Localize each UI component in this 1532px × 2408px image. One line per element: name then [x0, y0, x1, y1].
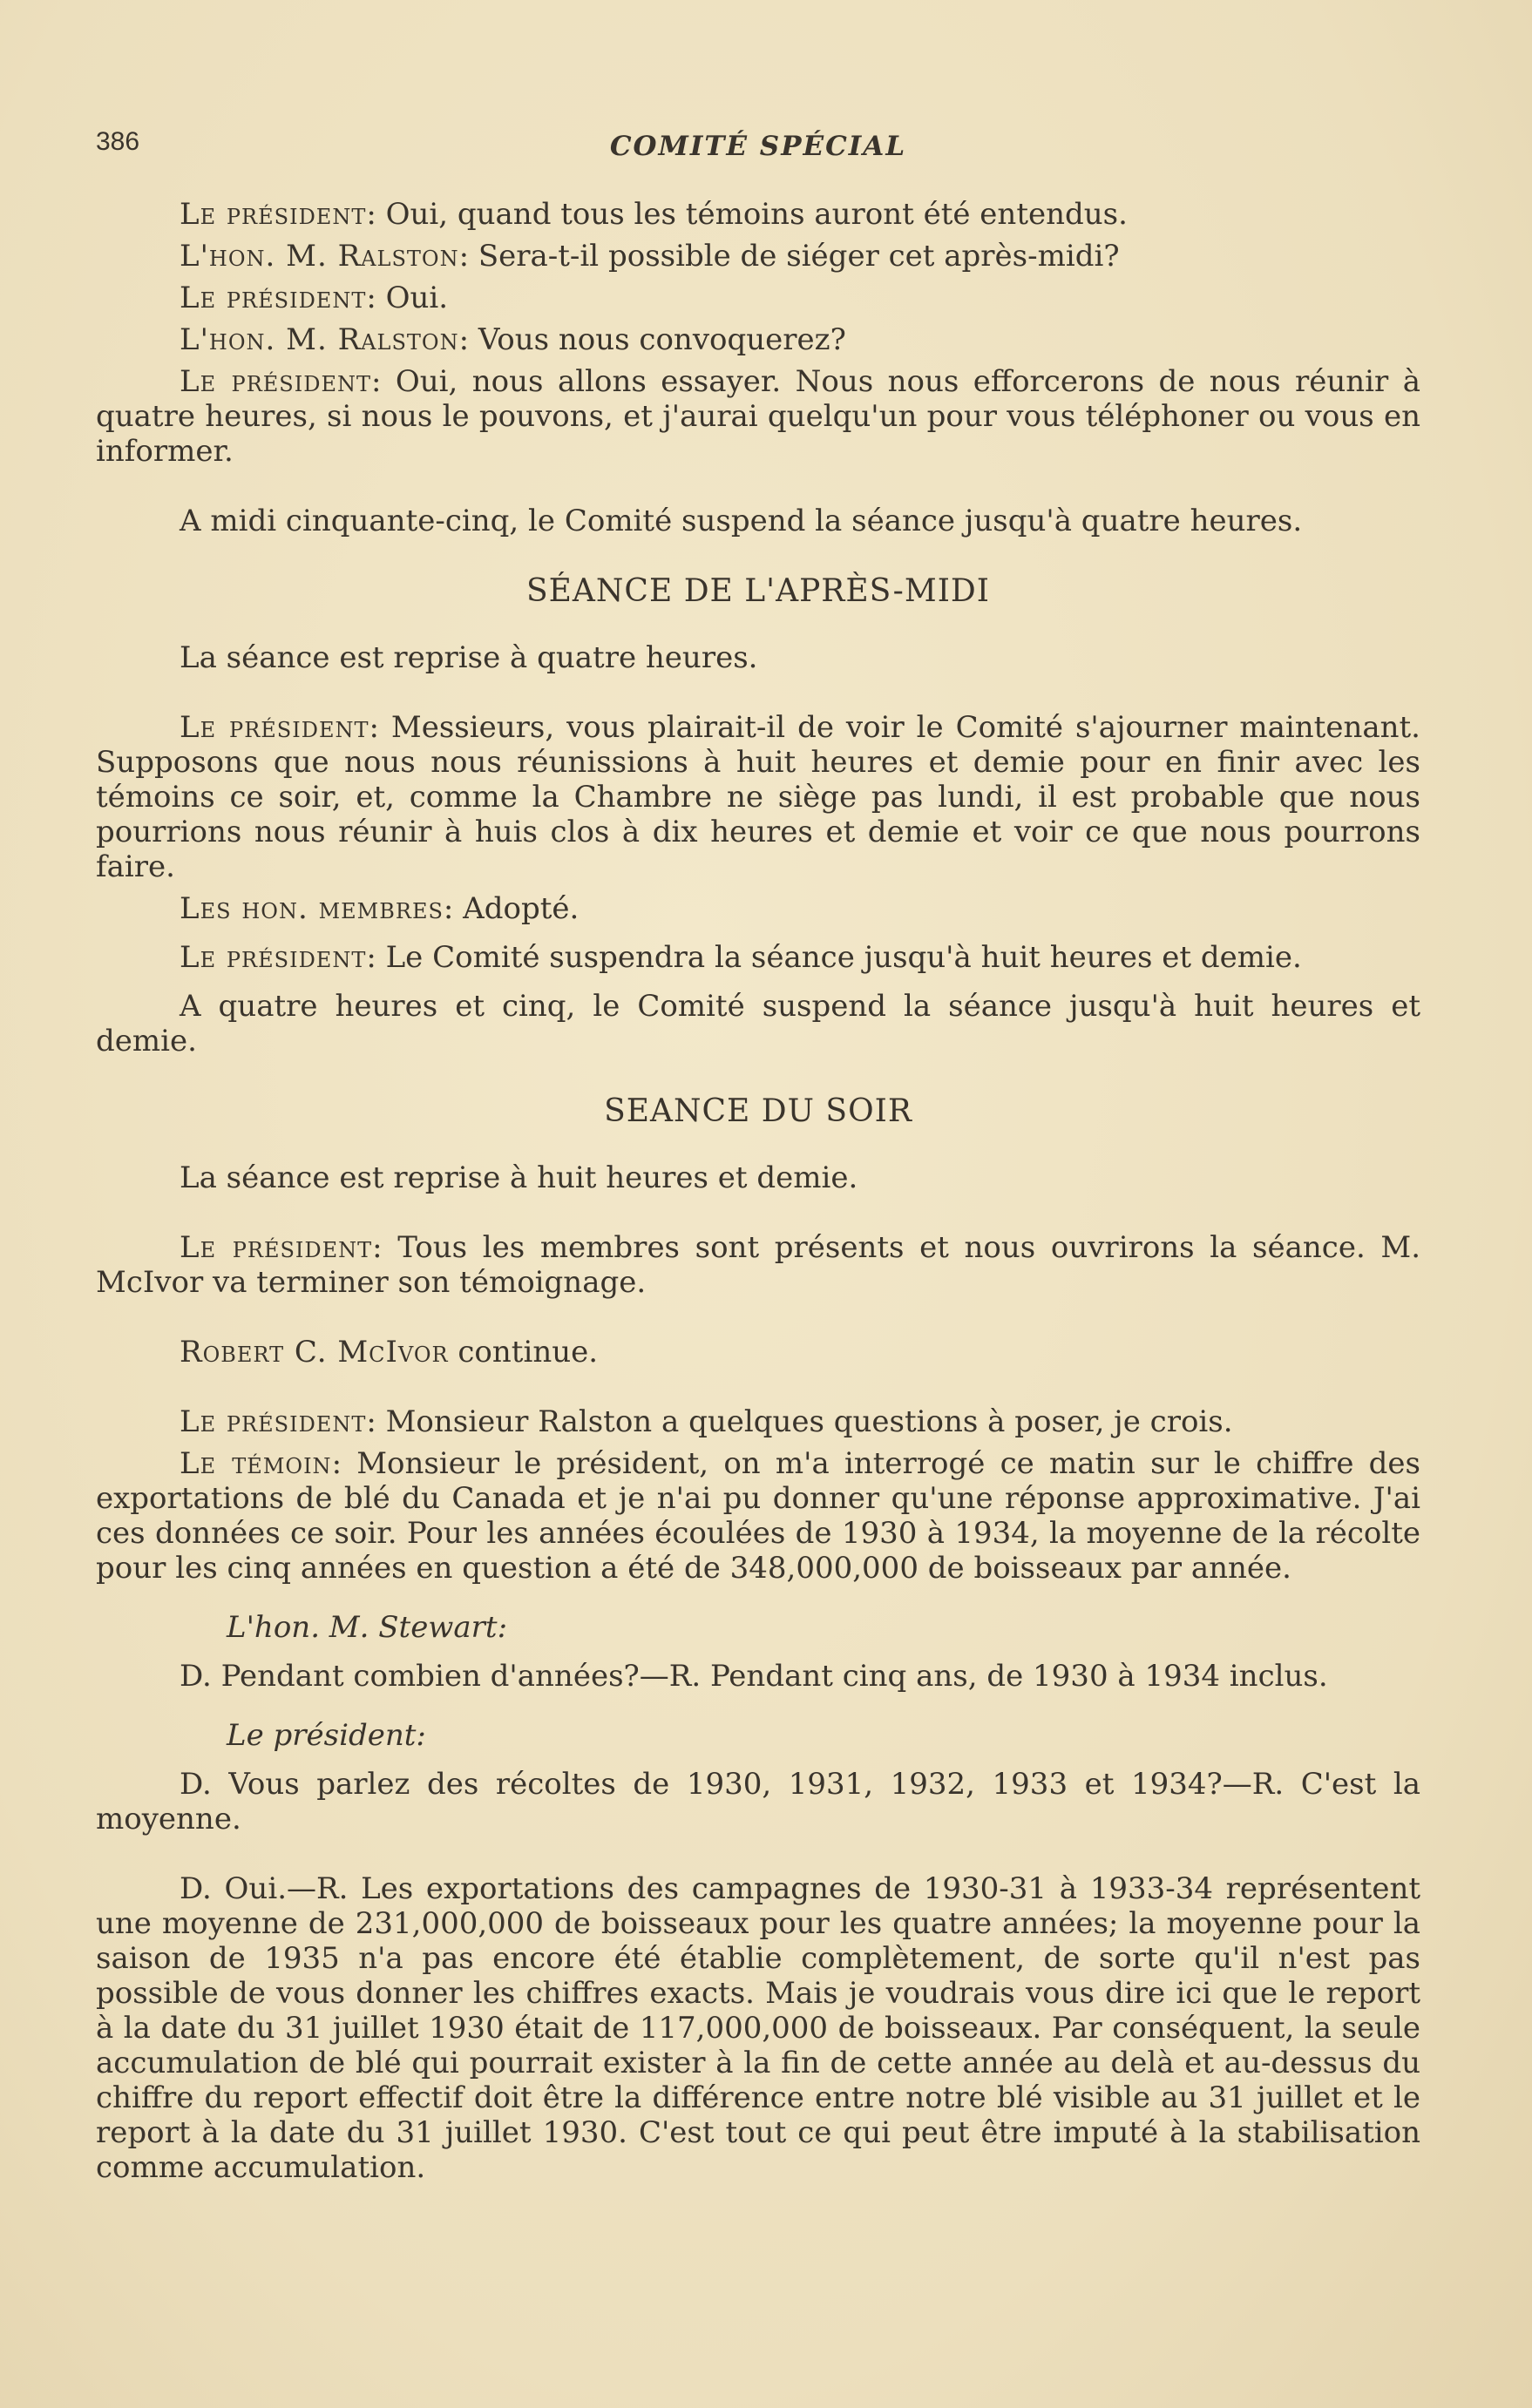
- speaker-name: L'hon. M. Ralston: [180, 239, 459, 274]
- paragraph-text: : Oui, quand tous les témoins auront été entendus.: [366, 197, 1128, 232]
- speaker-name: Les hon. membres: [180, 891, 444, 926]
- speaker-name: L'hon. M. Ralston: [180, 322, 459, 357]
- paragraph-text: La séance est reprise à huit heures et demie.: [180, 1160, 858, 1195]
- paragraph: [96, 1446, 1420, 1586]
- paragraph-text: : Sera-t-il possible de siéger cet après-midi?: [458, 239, 1120, 274]
- paragraph: [96, 940, 1420, 975]
- paragraph-text: : Tous les membres sont présents et nous ouvrirons la séance. M. McIvor va terminer son témoignage.: [96, 1230, 1420, 1300]
- paragraph: [96, 281, 1420, 315]
- paragraph: [96, 989, 1420, 1059]
- paragraph-text: A quatre heures et cinq, le Comité suspend la séance jusqu'à huit heures et demie.: [96, 989, 1420, 1059]
- section-heading-evening: SEANCE DU SOIR: [604, 1093, 912, 1129]
- paragraph-text: : Adopté.: [443, 891, 580, 926]
- paragraph-text: D. Pendant combien d'années?—R. Pendant cinq ans, de 1930 à 1934 inclus.: [180, 1659, 1328, 1694]
- section-heading-afternoon: SÉANCE DE L'APRÈS-MIDI: [525, 573, 990, 609]
- paragraph-text: : Monsieur le président, on m'a interrogé ce matin sur le chiffre des exportations de blé du Canada et je n'ai pu donner qu'une réponse approximative. J'ai ces données ce soir. Pour les années écoulées de 1930 à 1934, la moyenne de la récolte pour les cinq années en question a été de 348,000,000 de boisseaux par année.: [96, 1446, 1420, 1586]
- paragraph-text: D. Vous parlez des récoltes de 1930, 1931, 1932, 1933 et 1934?—R. C'est la moyenne.: [96, 1767, 1420, 1836]
- paragraph: [96, 239, 1420, 274]
- paragraph: [96, 891, 1420, 926]
- speaker-name: Le président: [180, 1404, 367, 1439]
- paragraph: [96, 1404, 1420, 1439]
- speaker-name: Le président: [180, 1230, 373, 1265]
- speaker-name: Le président: [180, 364, 371, 399]
- paragraph-text: La séance est reprise à quatre heures.: [180, 640, 758, 675]
- paragraph-text: D. Oui.—R. Les exportations des campagnes de 1930-31 à 1933-34 représentent une moyenne de 231,000,000 de boisseaux pour les quatre années; la moyenne pour la saison de 1935 n'a pas encore été établie complètement, de sorte qu'il n'est pas possible de vous donner les chiffres exacts. Mais je voudrais vous dire ici que le report à la date du 31 juillet 1930 était de 117,000,000 de boisseaux. Par conséquent, la seule accumulation de blé qui pourrait exister à la fin de cette année au delà et au-dessus du chiffre du report effectif doit être la différence entre notre blé visible au 31 juillet et le report à la date du 31 juillet 1930. C'est tout ce qui peut être imputé à la stabilisation comme accumulation.: [96, 1871, 1420, 2185]
- paragraph-text: : Monsieur Ralston a quelques questions à poser, je crois.: [366, 1404, 1233, 1439]
- paragraph-text: : Vous nous convoquerez?: [458, 322, 846, 357]
- speaker-name: Robert C. McIvor: [180, 1335, 449, 1370]
- running-title: COMITÉ SPÉCIAL: [609, 131, 907, 162]
- paragraph-text: A midi cinquante-cinq, le Comité suspend la séance jusqu'à quatre heures.: [180, 504, 1303, 538]
- paragraph-text: : Oui, nous allons essayer. Nous nous efforcerons de nous réunir à quatre heures, si nous le pouvons, et j'aurai quelqu'un pour vous téléphoner ou vous en informer.: [96, 364, 1420, 469]
- paragraph: [96, 1160, 1420, 1195]
- paragraph-text: : Messieurs, vous plairait-il de voir le Comité s'ajourner maintenant. Supposons que nous nous réunissions à huit heures et demie pour en finir avec les témoins ce soir, et, comme la Chambre ne siège pas lundi, il est probable que nous pourrions nous réunir à huis clos à dix heures et demie et voir ce que nous pourrons faire.: [96, 710, 1420, 884]
- paragraph: [96, 1767, 1420, 1836]
- speaker-name: Le président: [180, 197, 367, 232]
- paragraph: [96, 1230, 1420, 1300]
- page-number: 386: [96, 127, 140, 156]
- paragraph-text: : Oui.: [366, 281, 449, 315]
- speaker-name: Le président: [180, 710, 369, 745]
- paragraph: [96, 1871, 1420, 2185]
- page-header: [96, 122, 1420, 174]
- examiner-heading: Le président:: [227, 1718, 426, 1753]
- paragraph-text: : Le Comité suspendra la séance jusqu'à huit heures et demie.: [366, 940, 1302, 975]
- paragraph: [96, 1659, 1420, 1694]
- paragraph: [96, 364, 1420, 469]
- examiner-heading: L'hon. M. Stewart:: [227, 1610, 508, 1645]
- page: [96, 122, 1420, 2199]
- paragraph: [96, 322, 1420, 357]
- paragraph: [96, 710, 1420, 884]
- paragraph: [96, 197, 1420, 232]
- speaker-name: Le président: [180, 940, 367, 975]
- speaker-name: Le témoin: [180, 1446, 332, 1481]
- paragraph: [96, 504, 1420, 538]
- paragraph: [96, 640, 1420, 675]
- speaker-name: Le président: [180, 281, 367, 315]
- paragraph-text: continue.: [448, 1335, 599, 1370]
- paragraph: [96, 1335, 1420, 1370]
